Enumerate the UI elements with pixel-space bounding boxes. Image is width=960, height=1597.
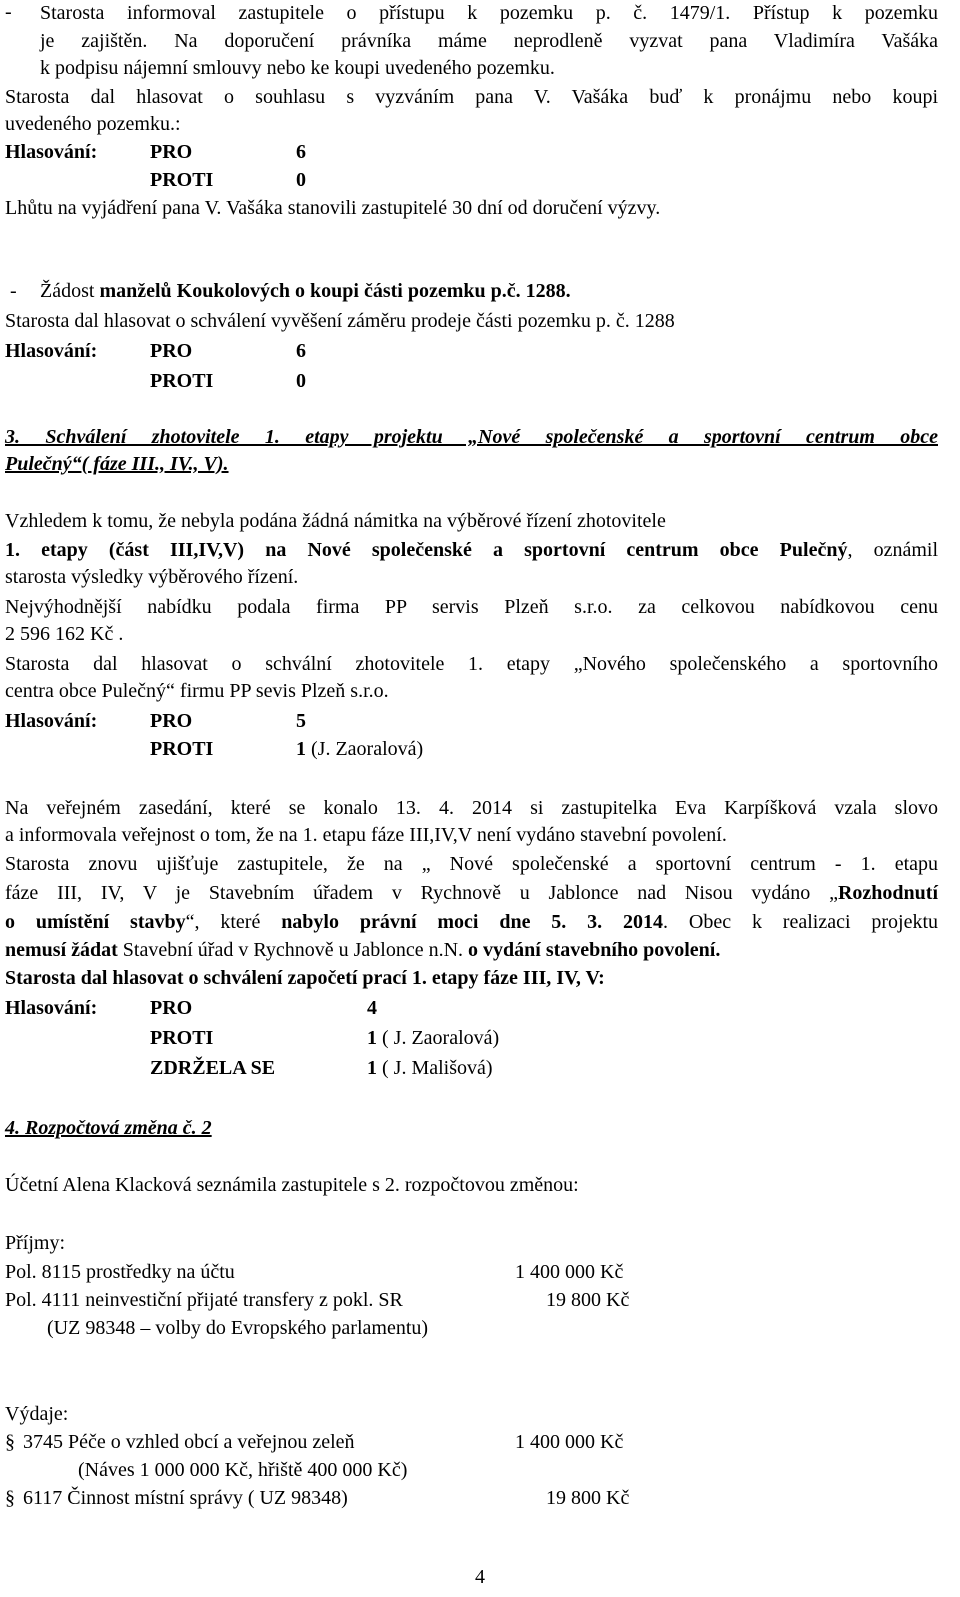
- paragraph-line: a informovala veřejnost o tom, že na 1. etapu fáze III,IV,V není vydáno stavební povolení.: [5, 824, 727, 846]
- vote-pro-label: PRO: [150, 141, 193, 163]
- expense-item-label: 6117 Činnost místní správy ( UZ 98348): [23, 1487, 348, 1509]
- paragraph-line: je zajištěn. Na doporučení právníka máme neprodleně vyzvat pana Vladimíra Vašáka: [40, 30, 938, 52]
- vote-pro-value: 6: [296, 340, 306, 362]
- paragraph-line: Starosta dal hlasovat o schvální zhotovitele 1. etapy „Nového společenského a sportovního: [5, 653, 938, 675]
- expense-item-amount: 19 800 Kč: [546, 1487, 630, 1509]
- paragraph-text: fáze III, IV, V je Stavebním úřadem v Rychnově u Jablonce nad Nisou vydáno „: [5, 882, 838, 904]
- paragraph-line: Lhůtu na vyjádření pana V. Vašáka stanovili zastupitelé 30 dní od doručení výzvy.: [5, 197, 661, 219]
- paragraph-bold: nabylo právní moci dne 5. 3. 2014: [281, 911, 664, 933]
- income-item-amount: 1 400 000 Kč: [515, 1261, 624, 1283]
- section-heading: 4. Rozpočtová změna č. 2: [5, 1117, 212, 1139]
- paragraph-bold: o umístění stavby: [5, 911, 186, 933]
- vote-count: 1: [296, 738, 306, 760]
- vote-label: Hlasování:: [5, 710, 98, 732]
- paragraph-line: centra obce Pulečný“ firmu PP sevis Plzeň s.r.o.: [5, 680, 389, 702]
- request-title-bold: manželů Koukolových o koupi části pozemku p.č. 1288.: [99, 280, 571, 302]
- vote-note: ( J. Zaoralová): [377, 1027, 500, 1049]
- paragraph-text: “, které: [185, 911, 282, 933]
- paragraph-line: Starosta dal hlasovat o souhlasu s vyzváním pana V. Vašáka buď k pronájmu nebo koupi: [5, 86, 938, 108]
- vote-count: 1: [367, 1027, 377, 1049]
- paragraph-line: Na veřejném zasedání, které se konalo 13. 4. 2014 si zastupitelka Eva Karpíšková vzala slovo: [5, 797, 938, 819]
- paragraph-bold: Rozhodnutí: [837, 882, 938, 904]
- request-title: [40, 280, 571, 303]
- income-item-label: Pol. 8115 prostředky na účtu: [5, 1261, 235, 1283]
- vote-label: Hlasování:: [5, 141, 98, 163]
- vote-proti-value: [367, 1027, 499, 1050]
- vote-pro-label: PRO: [150, 997, 193, 1019]
- vote-proti-value: 0: [296, 169, 306, 191]
- vote-note: ( J. Mališová): [377, 1057, 493, 1079]
- vote-proti-value: 0: [296, 370, 306, 392]
- paragraph-text: Stavební úřad v Rychnově u Jablonce n.N.: [117, 939, 469, 961]
- vote-proti-value: [296, 738, 423, 761]
- vote-proti-label: PROTI: [150, 370, 214, 392]
- section-heading-cont: Pulečný“( fáze III., IV., V).: [5, 453, 229, 475]
- paragraph-line: starosta výsledky výběrového řízení.: [5, 566, 299, 588]
- vote-proti-label: PROTI: [150, 738, 214, 760]
- vote-label: Hlasování:: [5, 340, 98, 362]
- list-dash: -: [10, 280, 17, 302]
- vote-proti-label: PROTI: [150, 169, 214, 191]
- vote-pro-value: 5: [296, 710, 306, 732]
- paragraph-bold: nemusí žádat: [5, 939, 118, 961]
- section-symbol: §: [5, 1431, 15, 1453]
- income-item-amount: 19 800 Kč: [546, 1289, 630, 1311]
- paragraph-line: Starosta dal hlasovat o schválení vyvěšení záměru prodeje části pozemku p. č. 1288: [5, 310, 675, 332]
- vote-pro-label: PRO: [150, 710, 193, 732]
- income-item-label: Pol. 4111 neinvestiční přijaté transfery z pokl. SR: [5, 1289, 403, 1311]
- paragraph-text: , oznámil: [847, 539, 938, 561]
- request-title-plain: Žádost: [40, 280, 100, 302]
- vote-label: Hlasování:: [5, 997, 98, 1019]
- paragraph-bold: o vydání stavebního povolení.: [468, 939, 721, 961]
- income-note: (UZ 98348 – volby do Evropského parlamentu): [47, 1317, 429, 1339]
- section-symbol: §: [5, 1487, 15, 1509]
- section-heading: 3. Schválení zhotovitele 1. etapy projektu „Nové společenské a sportovní centrum obce: [5, 426, 938, 448]
- paragraph-line: [5, 910, 938, 934]
- vote-abstain-label: ZDRŽELA SE: [150, 1057, 276, 1079]
- paragraph-line: Starosta znovu ujišťuje zastupitele, že na „ Nové společenské a sportovní centrum - 1. etapu: [5, 853, 938, 875]
- paragraph-text: . Obec k realizaci projektu: [663, 911, 939, 933]
- vote-note: (J. Zaoralová): [306, 738, 424, 760]
- paragraph-line: [5, 939, 720, 962]
- expense-label: Výdaje:: [5, 1403, 69, 1425]
- paragraph-line: Starosta informoval zastupitele o přístupu k pozemku p. č. 1479/1. Přístup k pozemku: [40, 2, 938, 24]
- paragraph-bold: 1. etapy (část III,IV,V) na Nové společenské a sportovní centrum obce Pulečný: [5, 539, 848, 561]
- paragraph-line: [5, 881, 938, 905]
- income-label: Příjmy:: [5, 1232, 66, 1254]
- vote-pro-label: PRO: [150, 340, 193, 362]
- paragraph-line: [5, 538, 938, 562]
- paragraph-line: k podpisu nájemní smlouvy nebo ke koupi uvedeného pozemku.: [40, 57, 555, 79]
- vote-pro-value: 4: [367, 997, 377, 1019]
- expense-note: (Náves 1 000 000 Kč, hřiště 400 000 Kč): [78, 1459, 408, 1481]
- vote-pro-value: 6: [296, 141, 306, 163]
- page-number: 4: [475, 1566, 485, 1588]
- paragraph-line: Účetní Alena Klacková seznámila zastupitele s 2. rozpočtovou změnou:: [5, 1174, 579, 1196]
- paragraph-line: Nejvýhodnější nabídku podala firma PP servis Plzeň s.r.o. za celkovou nabídkovou cenu: [5, 596, 938, 618]
- expense-item-label: 3745 Péče o vzhled obcí a veřejnou zeleň: [23, 1431, 355, 1453]
- vote-count: 1: [367, 1057, 377, 1079]
- paragraph-line: Starosta dal hlasovat o schválení započetí prací 1. etapy fáze III, IV, V:: [5, 967, 605, 989]
- vote-proti-label: PROTI: [150, 1027, 214, 1049]
- paragraph-line: Vzhledem k tomu, že nebyla podána žádná námitka na výběrové řízení zhotovitele: [5, 510, 666, 532]
- paragraph-line: uvedeného pozemku.:: [5, 113, 181, 135]
- expense-item-amount: 1 400 000 Kč: [515, 1431, 624, 1453]
- paragraph-line: 2 596 162 Kč .: [5, 623, 124, 645]
- vote-abstain-value: [367, 1057, 493, 1080]
- list-dash: -: [5, 1, 12, 23]
